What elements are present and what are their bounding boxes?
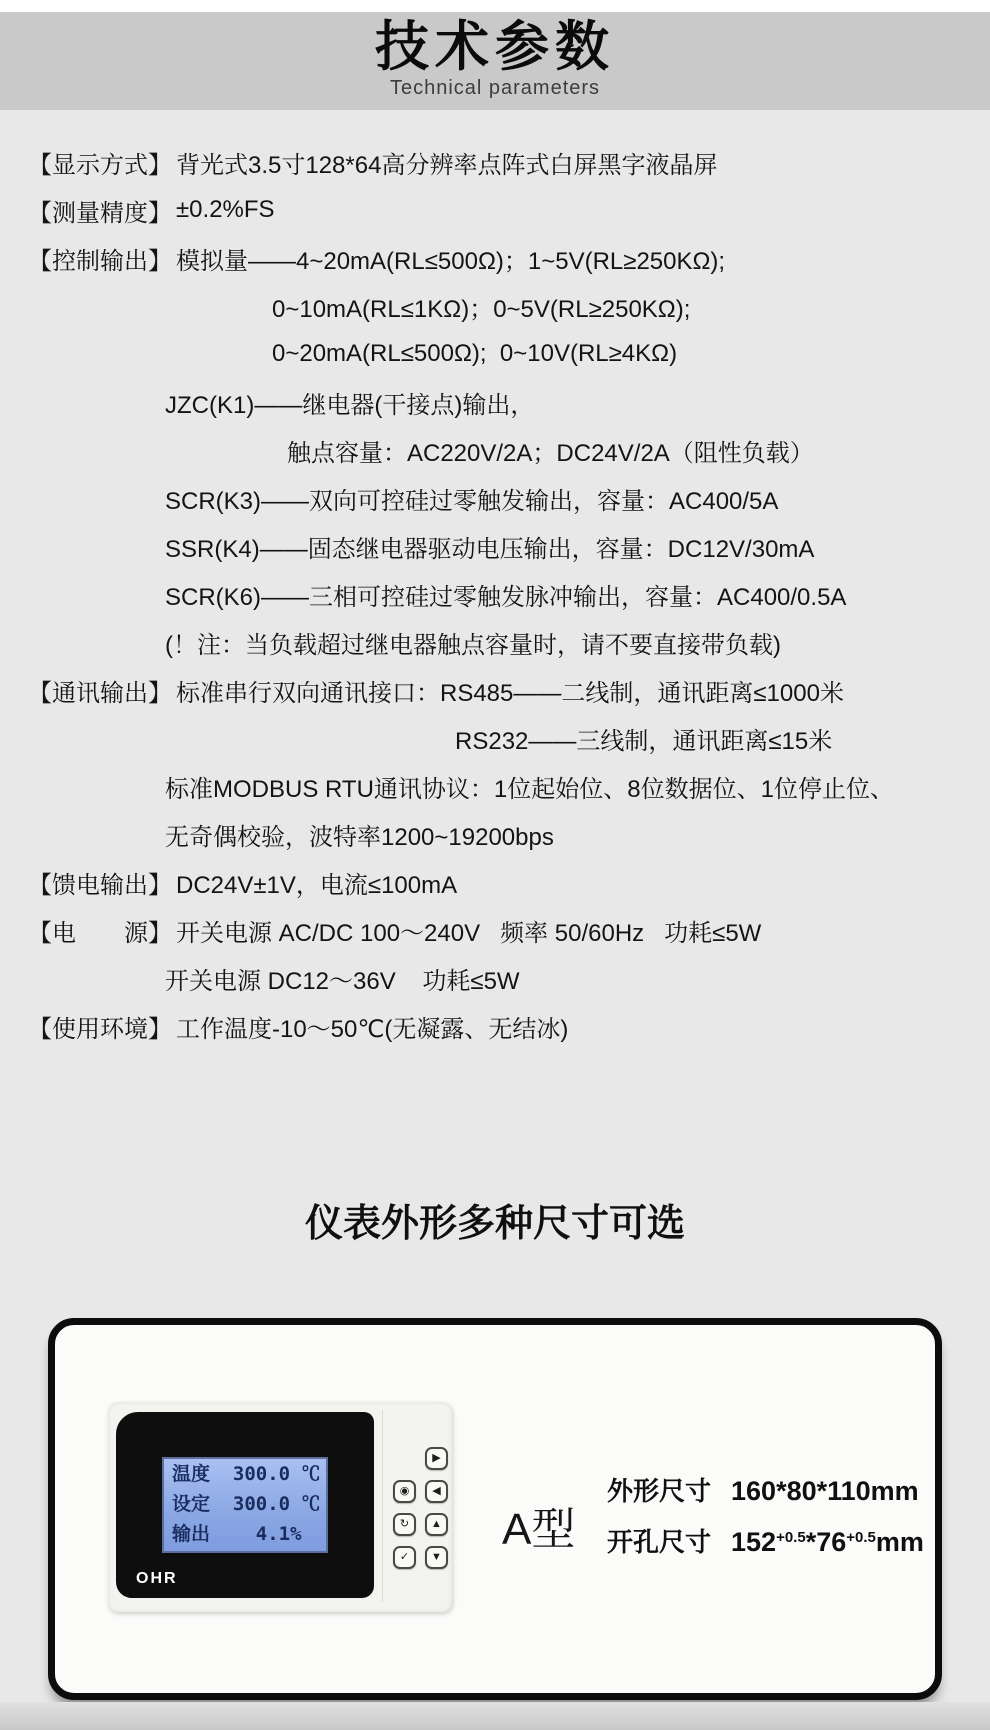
spec-text: JZC(K1)——继电器(干接点)输出， (165, 391, 535, 419)
outer-dimension-label: 外形尺寸 (607, 1476, 712, 1506)
top-white-strip (0, 0, 990, 12)
spec-text: 开关电源 AC/DC 100～240V 频率 50/60Hz 功耗≤5W (176, 919, 762, 947)
dimension-unit: mm (875, 1527, 924, 1557)
spec-line (28, 858, 974, 906)
brand-logo: OHR (136, 1570, 178, 1587)
cutout-height-tolerance: +0.5 (846, 1529, 876, 1546)
spec-line (28, 138, 974, 186)
outer-dimension-value: 160*80*110mm (731, 1476, 919, 1506)
key-left-icon: ◀ (425, 1480, 448, 1503)
spec-label: 【电 源】 (28, 919, 172, 947)
outer-dimension-row (607, 1471, 924, 1508)
product-card (48, 1318, 942, 1700)
spec-line (28, 186, 974, 234)
spec-line (28, 762, 974, 810)
cutout-dimension-label: 开孔尺寸 (607, 1527, 712, 1557)
cutout-height: 76 (816, 1527, 847, 1557)
spec-text: SCR(K6)——三相可控硅过零触发脉冲输出，容量：AC400/0.5A (165, 583, 847, 611)
spec-label: 【控制输出】 (28, 247, 172, 275)
spec-line (28, 234, 974, 282)
spec-line (28, 522, 974, 570)
spec-line (28, 618, 974, 666)
model-label: A型 (502, 1505, 576, 1554)
key-down-icon: ▼ (425, 1546, 448, 1569)
header-band (0, 12, 990, 110)
spec-line (28, 1002, 974, 1050)
lcd-row-setpoint: 设定 300.0 ℃ (172, 1493, 321, 1515)
section-heading: 仪表外形多种尺寸可选 (304, 1203, 685, 1245)
spec-text: 触点容量：AC220V/2A；DC24V/2A（阻性负载） (287, 439, 814, 467)
spec-text: 标准串行双向通讯接口：RS485——二线制，通讯距离≤1000米 (176, 679, 844, 707)
dimension-separator: * (805, 1527, 817, 1557)
dimensions-block (607, 1471, 924, 1573)
spec-text: 模拟量——4~20mA(RL≤500Ω)；1~5V(RL≥250KΩ); (176, 247, 726, 275)
spec-text: 开关电源 DC12～36V 功耗≤5W (165, 967, 520, 995)
spec-text: SCR(K3)——双向可控硅过零触发输出，容量：AC400/5A (165, 487, 779, 515)
spec-text: 无奇偶校验，波特率1200~19200bps (165, 823, 554, 851)
spec-list (28, 138, 974, 1050)
cutout-width: 152 (731, 1527, 777, 1557)
spec-line (28, 714, 974, 762)
lcd-row-temperature: 温度 300.0 ℃ (172, 1463, 321, 1485)
lcd-row-output: 输出 4.1% (172, 1523, 302, 1545)
spec-label: 【通讯输出】 (28, 679, 172, 707)
key-confirm-icon: ✓ (393, 1546, 416, 1569)
keypad-divider (382, 1410, 383, 1602)
spec-text: RS232——三线制，通讯距离≤15米 (455, 727, 833, 755)
instrument-bezel (116, 1412, 374, 1598)
spec-line (28, 378, 974, 426)
spec-line (28, 282, 974, 330)
product-photo (108, 1402, 452, 1612)
spec-line (28, 474, 974, 522)
spec-text: ±0.2%FS (176, 196, 275, 223)
spec-line (28, 810, 974, 858)
page-subtitle: Technical parameters (389, 77, 601, 100)
spec-text: 背光式3.5寸128*64高分辨率点阵式白屏黑字液晶屏 (176, 151, 718, 179)
cutout-dimension-row (607, 1522, 924, 1559)
spec-text: DC24V±1V，电流≤100mA (176, 871, 458, 899)
page-title: 技术参数 (375, 17, 615, 77)
key-page-icon: ▶ (425, 1447, 448, 1470)
spec-text: 0~20mA(RL≤500Ω); 0~10V(RL≥4KΩ) (272, 340, 678, 367)
spec-line (28, 906, 974, 954)
key-set-icon: ◉ (393, 1480, 416, 1503)
cutout-dimension-value (731, 1527, 924, 1558)
spec-line (28, 666, 974, 714)
spec-line (28, 954, 974, 1002)
spec-label: 【测量精度】 (28, 199, 172, 227)
spec-label: 【使用环境】 (28, 1015, 172, 1043)
spec-text: (！注：当负载超过继电器触点容量时，请不要直接带负载) (165, 631, 781, 659)
cutout-width-tolerance: +0.5 (776, 1529, 806, 1546)
key-up-icon: ▲ (425, 1513, 448, 1536)
spec-text: 标准MODBUS RTU通讯协议：1位起始位、8位数据位、1位停止位、 (165, 775, 894, 803)
footer-fade (0, 1702, 990, 1730)
key-shift-icon: ↻ (393, 1513, 416, 1536)
spec-line (28, 426, 974, 474)
spec-line (28, 570, 974, 618)
spec-label: 【馈电输出】 (28, 871, 172, 899)
spec-line (28, 330, 974, 378)
spec-text: 工作温度-10～50℃(无凝露、无结冰) (176, 1015, 569, 1043)
spec-label: 【显示方式】 (28, 151, 172, 179)
lcd-screen (162, 1457, 328, 1553)
spec-text: 0~10mA(RL≤1KΩ)；0~5V(RL≥250KΩ); (272, 295, 691, 323)
spec-text: SSR(K4)——固态继电器驱动电压输出，容量：DC12V/30mA (165, 535, 815, 563)
